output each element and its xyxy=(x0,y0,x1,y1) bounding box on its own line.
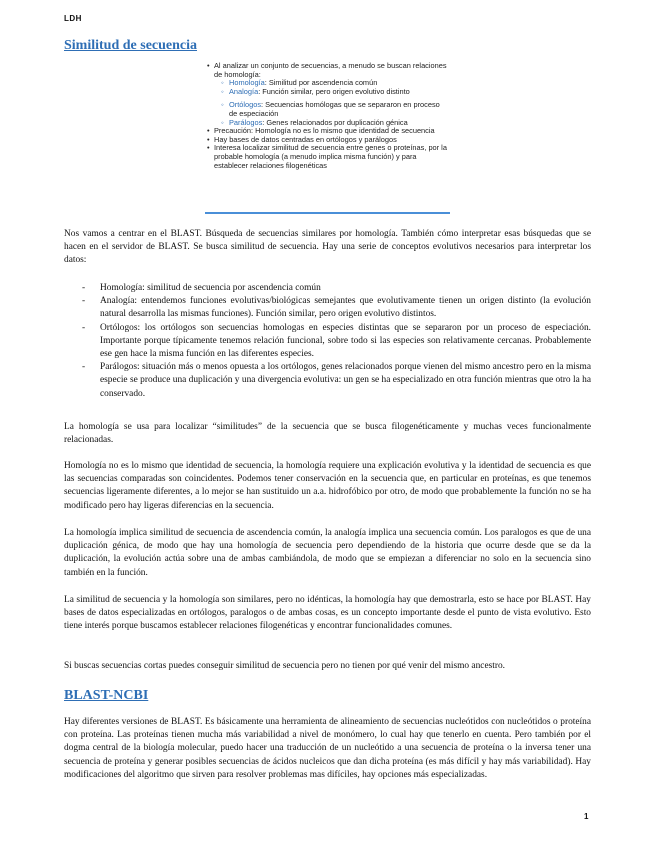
slide-bullet: • Interesa localizar similitud de secuencia entre genes o proteínas, por la probable homología (a menudo implica misma función) y para establecer relaciones filogenéticas xyxy=(205,144,450,170)
paragraph-homology-identity: Homología no es lo mismo que identidad de secuencia, la homología requiere una explicación evolutiva y la identidad de secuencia es que las secuencias comparadas son coincidentes. Podemos tener conservación en la secuencia que, en particular en proteínas, es que tenemos secuencias ligeramente diferentes, a lo mejor se han sustituido un a.a. hidrofóbico por otro, de modo que probablemente la función no se ha modificado pero hay ligeras diferencias en la secuencia. xyxy=(64,461,591,511)
slide-divider xyxy=(205,212,450,214)
list-item: - Ortólogos: los ortólogos son secuencias homologas en especies distintas que se separaron por un proceso de especiación. Importante porque típicamente tenemos relación funcional, sobre todo si las especies son relativamente cercanas. Probablemente ese gen hace la misma función en las diferentes especies. xyxy=(82,322,591,360)
slide-subbullet: ◦ Analogía: Función similar, pero origen evolutivo distinto xyxy=(205,88,450,97)
paragraph-paralogs: La homología implica similitud de secuencia de ascendencia común, la analogía implica una secuencia común. Los paralogos es que de una duplicación génica, de modo que hay una homología de secuencia pero dependiendo de la historia que ocurre desde que se da la duplicación, la evolución actúa sobre una de ambas cambiándola, de modo que se empiezan a diferenciar no solo en la secuencia sino también en la función. xyxy=(64,528,591,578)
slide-bullet-list xyxy=(205,62,450,170)
list-item: - Homología: similitud de secuencia por ascendencia común xyxy=(82,283,321,293)
slide-bullet: • Al analizar un conjunto de secuencias, a menudo se buscan relaciones de homología: xyxy=(205,62,450,79)
paragraph-blast-versions: Hay diferentes versiones de BLAST. Es básicamente una herramienta de alineamiento de secuencias nucleótidos con nucleótidos o proteína con proteína. Las proteínas tienen mucha más variabilidad a nivel de monómero, lo cual hay que tenerlo en cuenta. Pero también por el dogma central de la biología molecular, puedo hacer una traducción de un nucleótido a una secuencia de proteína o la inversa tener una secuencia de proteína y generar posibles secuencias de ácidos nucleicos que dan dicha proteína (es más difícil y hay más variabilidad). Hay modificaciones del algoritmo que sirven para resolver problemas mas difíciles, hay opciones más especializadas. xyxy=(64,717,591,780)
paragraph-similarity: La similitud de secuencia y la homología son similares, pero no idénticas, la homología hay que demostrarla, esto se hace por BLAST. Hay bases de datos especializadas en ortólogos, paralogos o de ambas cosas, es un concepto importante desde el punto de vista evolutivo. Esto tiene interés porque buscamos establecer relaciones filogenéticas y encontrar funcionalidades comunes. xyxy=(64,595,591,632)
slide-bullet: • Hay bases de datos centradas en ortólogos y parálogos xyxy=(205,136,450,145)
section-title-blast-ncbi: BLAST-NCBI xyxy=(64,688,149,703)
list-item: - Analogía: entendemos funciones evolutivas/biológicas semejantes que evolutivamente tienen un origen distinto (la evolución natural desarrolla las mismas funciones). Función similar, pero origen evolutivo distintos. xyxy=(82,296,591,320)
concept-list xyxy=(64,282,591,401)
paragraph-intro: Nos vamos a centrar en el BLAST. Búsqueda de secuencias similares por homología. También cómo interpretar esas búsquedas que se hacen en el servidor de BLAST. Se busca similitud de secuencia. Hay una serie de conceptos evolutivos necesarios para interpretar los datos: xyxy=(64,229,591,266)
paragraph-short-sequences: Si buscas secuencias cortas puedes conseguir similitud de secuencia pero no tienen por qué venir del mismo ancestro. xyxy=(64,661,506,671)
paragraph-homology-use: La homología se usa para localizar “similitudes” de la secuencia que se busca filogenéticamente y muchas veces funcionalmente relacionadas. xyxy=(64,422,591,446)
slide-subbullet: ◦ Parálogos: Genes relacionados por duplicación génica xyxy=(205,119,450,128)
slide-figure xyxy=(205,62,450,214)
header-mark: LDH xyxy=(64,14,82,23)
page-number: 1 xyxy=(584,812,589,821)
slide-subbullet: ◦ Homología: Similitud por ascendencia común xyxy=(205,79,450,88)
slide-bullet: • Precaución: Homología no es lo mismo que identidad de secuencia xyxy=(205,127,450,136)
slide-subbullet: ◦ Ortólogos: Secuencias homólogas que se separaron en proceso de especiación xyxy=(205,101,450,118)
list-item: - Parálogos: situación más o menos opuesta a los ortólogos, genes relacionados porque vienen del mismo ancestro pero en la misma especie se produce una duplicación y una divergencia evolutiva: un gen se ha especializado en otra función mientras que otro la ha conservado. xyxy=(82,362,591,399)
section-title-similitud: Similitud de secuencia xyxy=(64,38,198,53)
